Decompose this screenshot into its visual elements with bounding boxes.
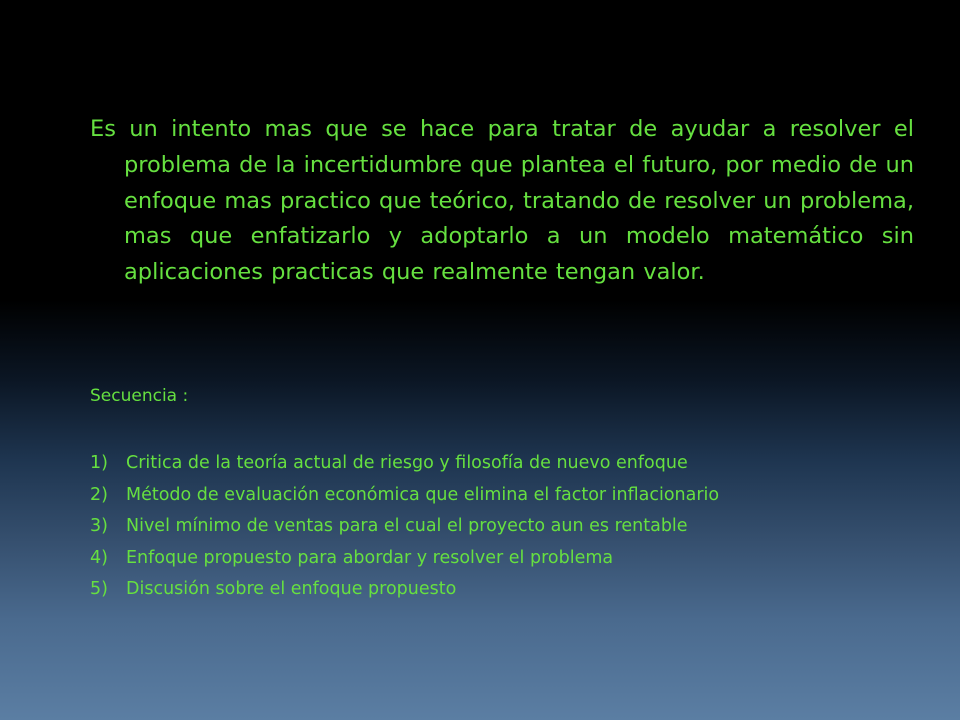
list-item-text: Critica de la teoría actual de riesgo y filosofía de nuevo enfoque [126,453,688,473]
list-item [90,543,719,575]
list-item-text: Nivel mínimo de ventas para el cual el proyecto aun es rentable [126,516,688,536]
list-item-text: Enfoque propuesto para abordar y resolver el problema [126,547,614,568]
sequence-label: Secuencia : [90,386,189,406]
list-item [90,511,719,543]
list-item-number: 5) [90,579,108,599]
list-item-number: 1) [90,453,108,473]
list-item [90,480,719,512]
list-item [90,574,719,606]
list-item-text: Método de evaluación económica que elimina el factor inflacionario [126,484,720,505]
list-item [90,448,719,480]
intro-paragraph: Es un intento mas que se hace para tratar de ayudar a resolver el problema de la incertidumbre que plantea el futuro, por medio de un enfoque mas practico que teórico, tratando de resolver un problema, mas que enfatizarlo y adoptarlo a un modelo matemático sin aplicaciones practicas que realmente tengan valor. [90,116,914,286]
list-item-text: Discusión sobre el enfoque propuesto [126,579,457,599]
list-item-number: 2) [90,484,108,505]
list-item-number: 3) [90,516,108,536]
list-item-number: 4) [90,547,108,568]
sequence-list [90,448,719,606]
